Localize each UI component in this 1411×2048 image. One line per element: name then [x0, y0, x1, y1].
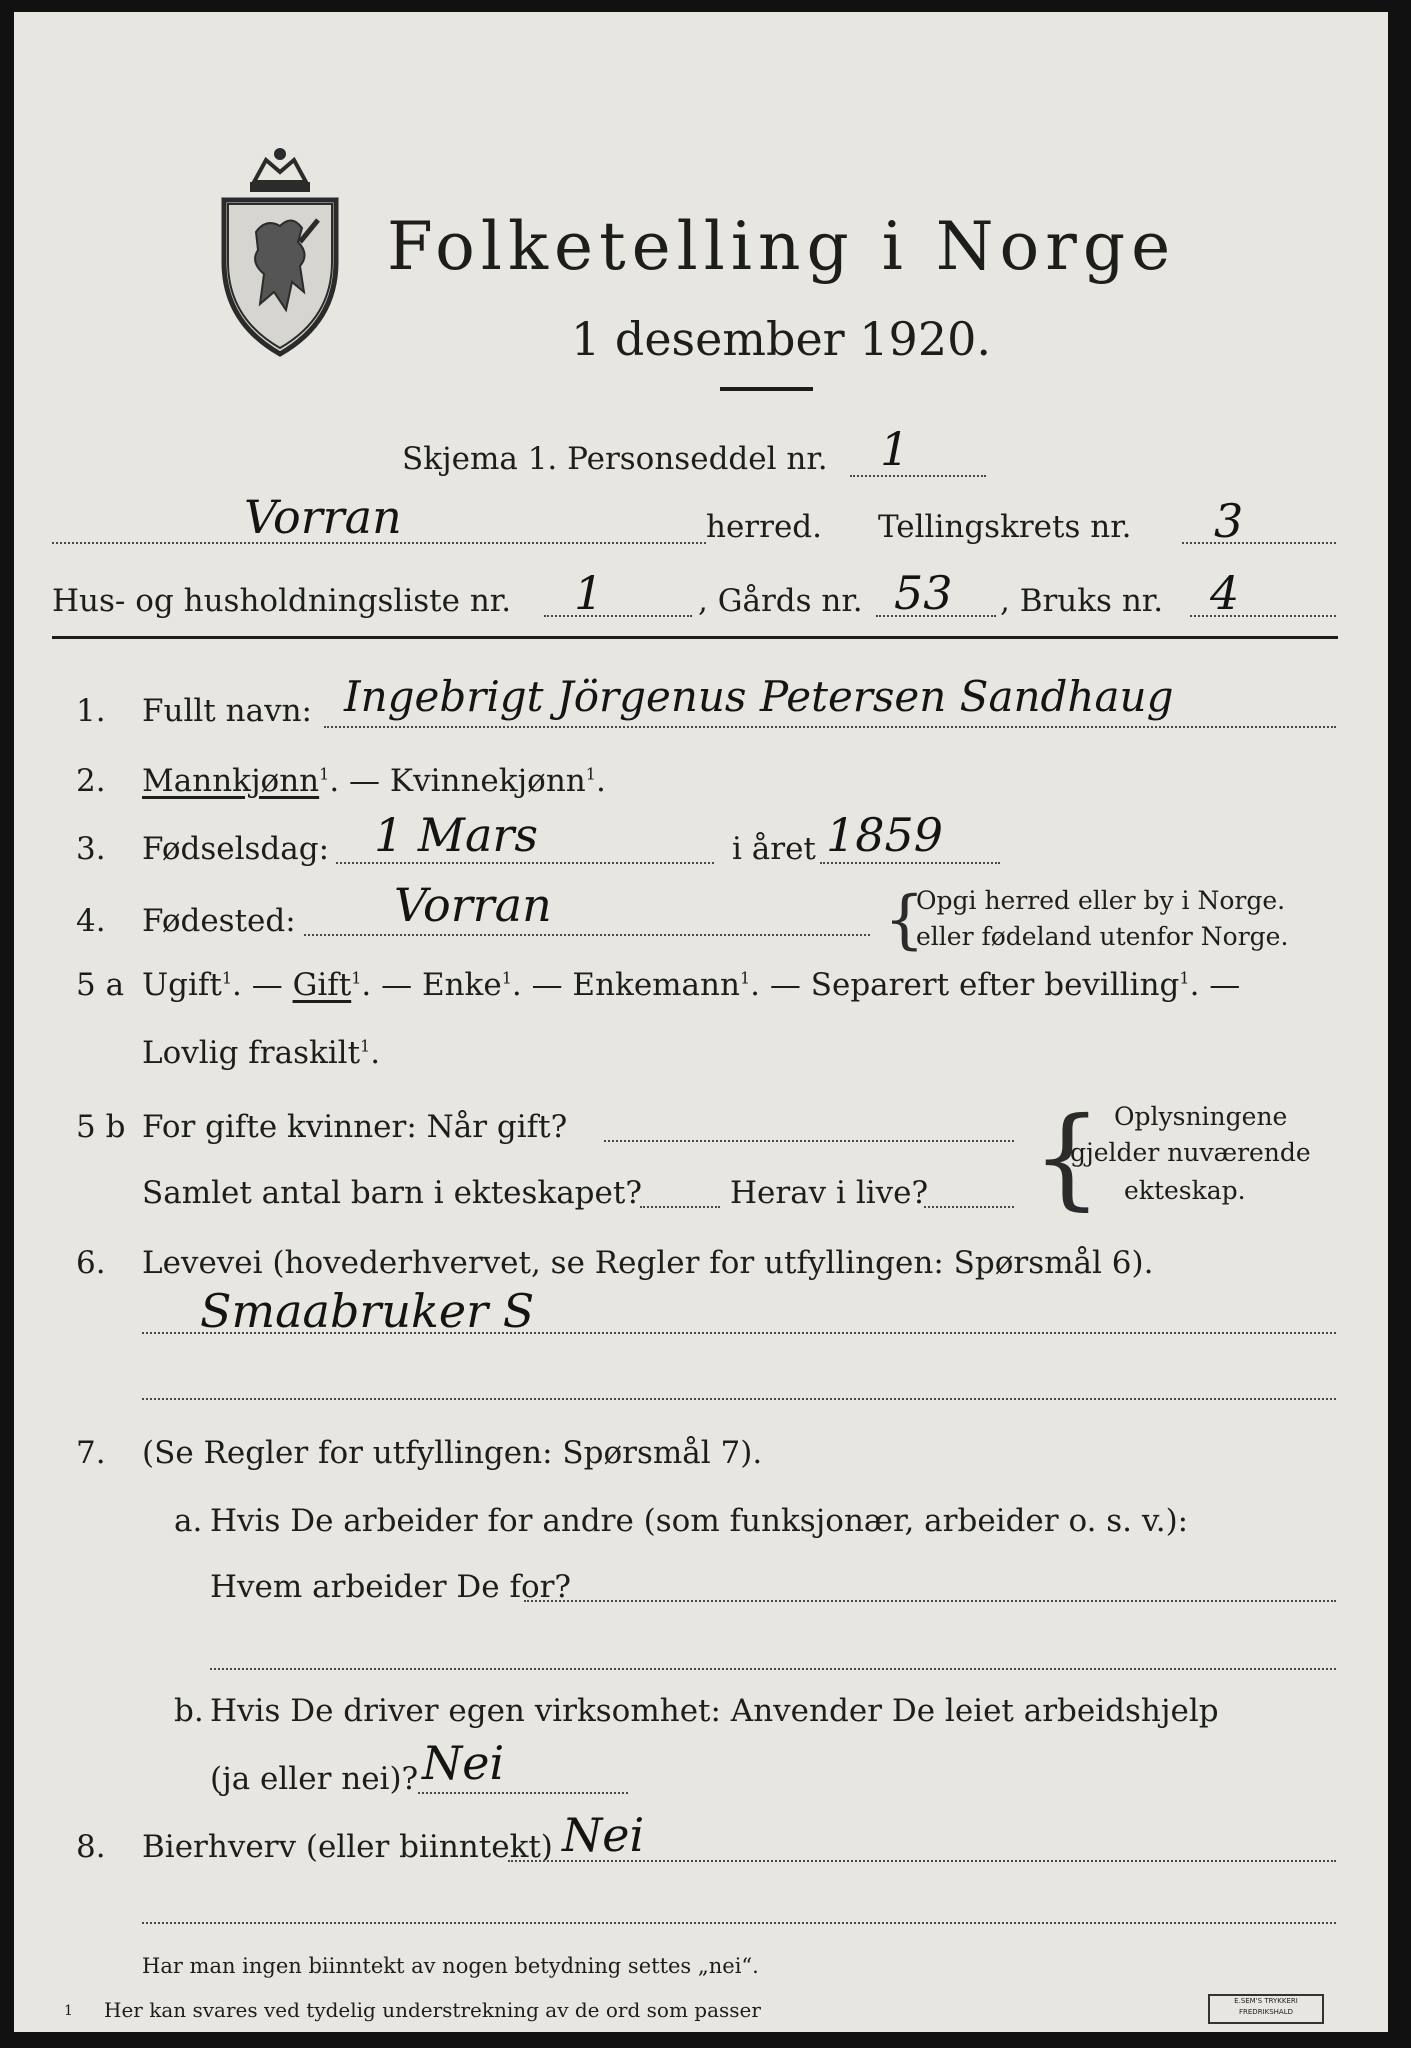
gards-value[interactable]: 53: [894, 566, 953, 620]
q1-field-line: [324, 726, 1336, 728]
marital-separert-option[interactable]: . — Separert efter bevilling: [750, 967, 1180, 1003]
printer-stamp: E.SEM'S TRYKKERI FREDRIKSHALD: [1208, 1994, 1324, 2024]
q7-number: 7.: [76, 1435, 106, 1471]
footer-note: Har man ingen biinntekt av nogen betydning settes „nei“.: [142, 1954, 759, 1978]
birth-year-field-line: [820, 862, 1000, 864]
married-when-field-line: [604, 1140, 1014, 1142]
q2-number: 2.: [76, 763, 106, 799]
birthday-field-line: [336, 862, 714, 864]
q4-brace: {: [884, 883, 925, 957]
skjema-label: Skjema 1. Personseddel nr.: [402, 441, 828, 477]
q7a-sub-label: Hvem arbeider De for?: [210, 1569, 572, 1605]
census-form-page: [14, 12, 1388, 2032]
census-date: 1 desember 1920.: [571, 312, 991, 366]
q7a-number: a.: [174, 1503, 203, 1539]
herred-value[interactable]: Vorran: [244, 490, 402, 544]
marital-enke-option[interactable]: — Enke: [381, 967, 502, 1003]
side-income-field-line-2: [142, 1922, 1336, 1924]
marital-status-line: Ugift$^1$. — Gift$^1$. — Enke$^1$. — Enkemann$^1$. — Separert efter bevilling$^1$. —: [142, 967, 1241, 1003]
footnote-text: Her kan svares ved tydelig understrekning av de ord som passer: [104, 1998, 761, 2022]
q5b-note-1: Oplysningene: [1114, 1102, 1288, 1131]
q7a-label: Hvis De arbeider for andre (som funksjonær, arbeider o. s. v.):: [210, 1503, 1189, 1539]
marital-ugift-option[interactable]: Ugift: [142, 967, 222, 1003]
skjema-field-line: [850, 475, 986, 477]
occupation-value[interactable]: Smaabruker S: [200, 1284, 535, 1338]
husliste-label: Hus- og husholdningsliste nr.: [52, 583, 512, 619]
q4-note-1: Opgi herred eller by i Norge.: [916, 886, 1286, 915]
header-divider: [52, 636, 1338, 639]
coat-of-arms-icon: [214, 142, 346, 362]
hired-help-field-line: [418, 1792, 628, 1794]
q6-label: Levevei (hovederhvervet, se Regler for utfyllingen: Spørsmål 6).: [142, 1245, 1154, 1281]
side-income-value[interactable]: Nei: [562, 1808, 645, 1862]
q5b-barn-label: Samlet antal barn i ekteskapet?: [142, 1175, 642, 1211]
q7-label: (Se Regler for utfyllingen: Spørsmål 7).: [142, 1435, 763, 1471]
marital-gift-option[interactable]: Gift: [292, 967, 352, 1003]
hired-help-value[interactable]: Nei: [422, 1736, 505, 1790]
q7b-label: Hvis De driver egen virksomhet: Anvender De leiet arbeidshjelp: [210, 1693, 1219, 1729]
bruks-label: , Bruks nr.: [1000, 583, 1164, 619]
marital-fraskilt-option[interactable]: Lovlig fraskilt$^1$.: [142, 1035, 381, 1071]
q5b-brace: {: [1032, 1093, 1102, 1221]
q5b-note-3: ekteskap.: [1124, 1176, 1246, 1205]
tellingskrets-label: Tellingskrets nr.: [878, 509, 1132, 545]
birthday-value[interactable]: 1 Mars: [374, 808, 539, 862]
occupation-field-line-2: [142, 1398, 1336, 1400]
title-rule: [720, 387, 813, 391]
q8-number: 8.: [76, 1829, 106, 1865]
marital-enkemann-option[interactable]: . — Enkemann: [511, 967, 740, 1003]
gender-male-option[interactable]: Mannkjønn: [142, 763, 320, 799]
footnote-mark: 1: [64, 2003, 73, 2019]
husliste-field-line: [544, 615, 692, 617]
q3-label: Fødselsdag:: [142, 831, 330, 867]
q1-number: 1.: [76, 693, 106, 729]
form-title: Folketelling i Norge: [387, 208, 1177, 285]
q3-number: 3.: [76, 831, 106, 867]
q3-year-label: i året: [732, 831, 816, 867]
herred-label: herred.: [706, 509, 822, 545]
children-alive-field-line: [924, 1206, 1014, 1208]
skjema-value[interactable]: 1: [880, 422, 910, 476]
birth-year-value[interactable]: 1859: [826, 808, 944, 862]
q5a-number: 5 a: [76, 967, 125, 1003]
q5b-note-2: gjelder nuværende: [1070, 1138, 1311, 1167]
q1-label: Fullt navn:: [142, 693, 312, 729]
q4-label: Fødested:: [142, 903, 296, 939]
q8-label: Bierhverv (eller biinntekt): [142, 1829, 553, 1865]
q5b-live-label: Herav i live?: [730, 1175, 929, 1211]
q5b-number: 5 b: [76, 1109, 126, 1145]
q4-number: 4.: [76, 903, 106, 939]
q7b-number: b.: [174, 1693, 204, 1729]
tellingskrets-field-line: [1182, 542, 1336, 544]
q4-note-2: eller fødeland utenfor Norge.: [916, 922, 1289, 951]
employer-field-line-2: [210, 1668, 1336, 1670]
children-field-line: [640, 1206, 720, 1208]
birthplace-field-line: [304, 934, 870, 936]
gender-line: Mannkjønn$^1$. — Kvinnekjønn$^1$.: [142, 763, 606, 799]
employer-field-line-1: [524, 1600, 1336, 1602]
full-name-value[interactable]: Ingebrigt Jörgenus Petersen Sandhaug: [344, 672, 1174, 721]
husliste-value[interactable]: 1: [574, 566, 604, 620]
q5b-label: For gifte kvinner: Når gift?: [142, 1109, 568, 1145]
q7b-sub-label: (ja eller nei)?: [210, 1761, 419, 1797]
gards-label: , Gårds nr.: [698, 583, 863, 619]
tellingskrets-value[interactable]: 3: [1214, 494, 1244, 548]
bruks-value[interactable]: 4: [1210, 566, 1240, 620]
gender-female-option[interactable]: Kvinnekjønn: [389, 763, 586, 799]
birthplace-value[interactable]: Vorran: [394, 878, 552, 932]
q6-number: 6.: [76, 1245, 106, 1281]
